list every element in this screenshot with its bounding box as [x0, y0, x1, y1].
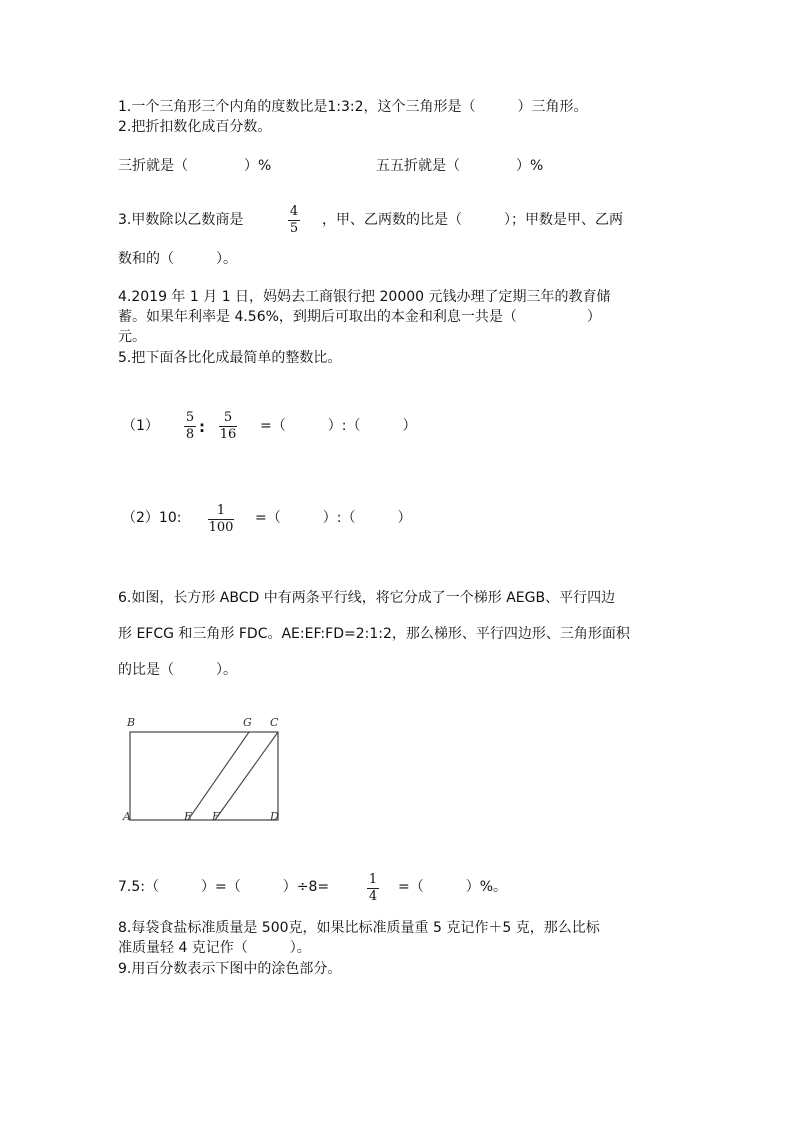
question-4-line3: 元。 — [118, 329, 146, 345]
question-5-part2-rhs: =（ ）:（ ） — [255, 510, 412, 526]
question-2-right: 五五折就是（ ）% — [376, 158, 544, 174]
question-3-part2: ，甲、乙两数的比是（ ）；甲数是甲、乙两 — [322, 212, 623, 228]
question-5-part1-label: （1） — [122, 418, 159, 434]
question-6-line2: 形 EFCG 和三角形 FDC。AE:EF:FD=2:1:2，那么梯形、平行四边形、三角形面积 — [118, 626, 630, 642]
question-5-part2-label: （2）10: — [122, 510, 182, 526]
vertex-label-e: E — [184, 810, 193, 823]
vertex-label-a: A — [123, 810, 131, 823]
fraction-denominator: 8 — [185, 427, 195, 442]
question-9: 9.用百分数表示下图中的涂色部分。 — [118, 961, 342, 977]
fraction-numerator: 1 — [368, 872, 378, 887]
fraction-denominator: 100 — [208, 520, 234, 535]
question-5-part2-fraction — [206, 503, 236, 536]
question-5-part1-fraction-b — [217, 410, 239, 443]
question-3-fraction — [286, 204, 302, 237]
question-2-title: 2.把折扣数化成百分数。 — [118, 119, 272, 135]
question-8-line1: 8.每袋食盐标准质量是 500克，如果比标准质量重 5 克记作＋5 克，那么比标 — [118, 920, 600, 936]
question-4-line2: 蓄。如果年利率是 4.56%，到期后可取出的本金和利息一共是（ ） — [118, 309, 601, 325]
fraction-numerator: 5 — [223, 410, 233, 425]
question-1: 1.一个三角形三个内角的度数比是1:3:2，这个三角形是（ ）三角形。 — [118, 99, 588, 115]
question-7-fraction — [366, 872, 380, 905]
parallel-line-fc — [215, 732, 278, 820]
question-3-part1: 3.甲数除以乙数商是 — [118, 212, 244, 228]
question-7-part1: 7.5:（ ）=（ ）÷8= — [118, 879, 330, 895]
fraction-denominator: 16 — [219, 427, 237, 442]
rectangle-outline — [130, 732, 278, 820]
question-7-part2: =（ ）%。 — [398, 879, 508, 895]
vertex-label-g: G — [243, 716, 252, 729]
fraction-numerator: 4 — [289, 204, 299, 219]
question-6-line3: 的比是（ ）。 — [118, 662, 237, 678]
question-5-part1-fraction-a — [183, 410, 197, 443]
question-5-part1-rhs: =（ ）:（ ） — [260, 418, 417, 434]
fraction-numerator: 5 — [185, 410, 195, 425]
parallel-line-eg — [188, 732, 249, 820]
question-5-title: 5.把下面各比化成最简单的整数比。 — [118, 350, 342, 366]
question-4-line1: 4.2019 年 1 月 1 日，妈妈去工商银行把 20000 元钱办理了定期三年的教育储 — [118, 289, 611, 305]
question-8-line2: 准质量轻 4 克记作（ ）。 — [118, 940, 311, 956]
question-5-part1-colon: : — [199, 418, 205, 436]
fraction-denominator: 5 — [289, 221, 299, 236]
fraction-denominator: 4 — [368, 889, 378, 904]
vertex-label-d: D — [270, 810, 279, 823]
question-3-line2: 数和的（ ）。 — [118, 251, 237, 267]
vertex-label-c: C — [270, 716, 279, 729]
rectangle-abcd-figure — [115, 712, 295, 832]
vertex-label-b: B — [127, 716, 136, 729]
vertex-label-f: F — [212, 810, 220, 823]
question-6-line1: 6.如图，长方形 ABCD 中有两条平行线，将它分成了一个梯形 AEGB、平行四边 — [118, 590, 616, 606]
fraction-numerator: 1 — [216, 503, 226, 518]
question-2-left: 三折就是（ ）% — [118, 158, 272, 174]
